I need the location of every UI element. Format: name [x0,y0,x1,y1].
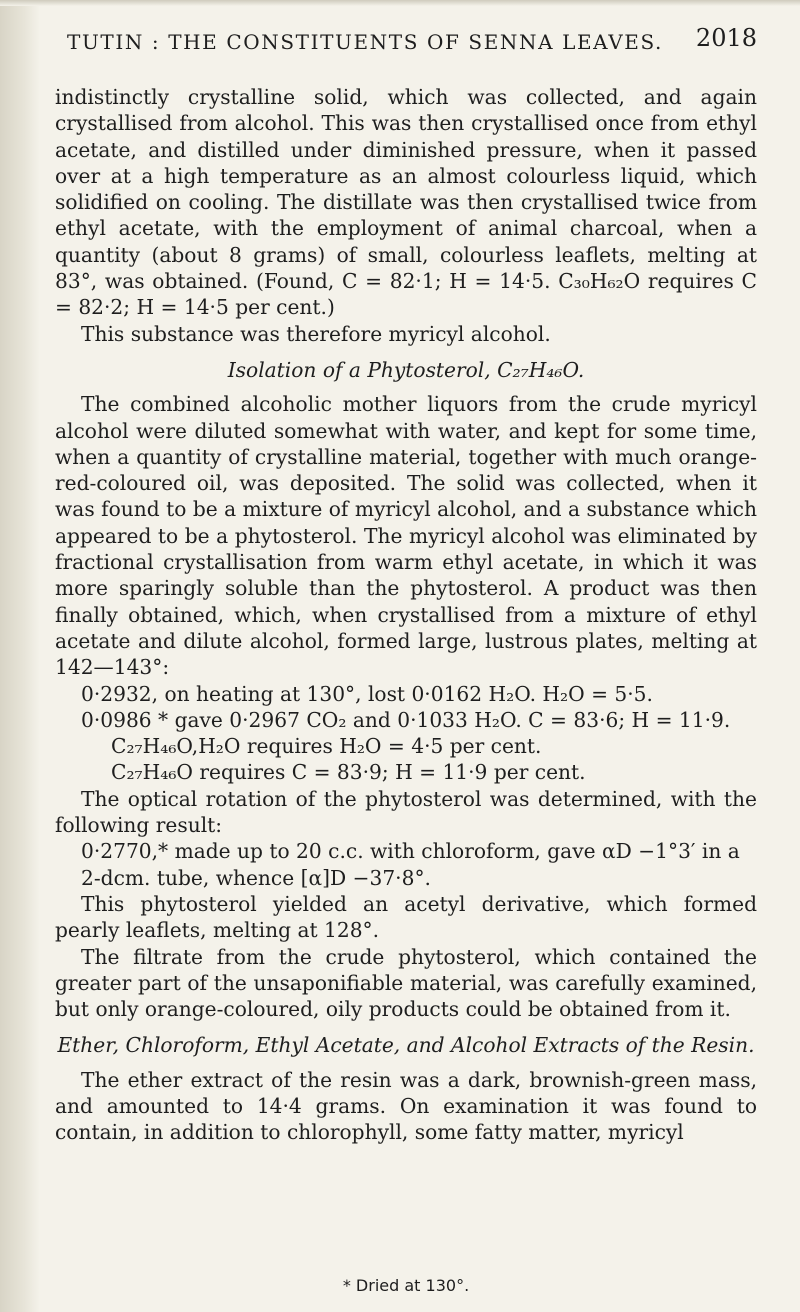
section-heading: Ether, Chloroform, Ethyl Acetate, and Alcohol Extracts of the Resin. [57,1033,755,1058]
page-gutter-shadow [0,0,40,1312]
running-head [67,24,757,64]
paragraph: The ether extract of the resin was a dark, brownish-green mass, and amounted to 14·4 grams. On examination it was found to contain, in addition to chlorophyll, some fatty matter, myricyl [55,1067,757,1145]
paragraph: indistinctly crystalline solid, which was collected, and again crystallised from alcohol. This was then crystallised once from ethyl acetate, and distilled under diminished pressure, when it passed over at a high temperature as an almost colourless liquid, which solidified on cooling. The distillate was then crystallised twice from ethyl acetate, with the employment of animal charcoal, when a quantity (about 8 grams) of small, colourless leaflets, melting at 83°, was obtained. (Found, C = 82·1; H = 14·5. C₃₀H₆₂O requires C = 82·2; H = 14·5 per cent.) [55,85,757,320]
section-heading: Isolation of a Phytosterol, C₂₇H₄₆O. [227,357,585,382]
paragraph: The combined alcoholic mother liquors from the crude myricyl alcohol were diluted somewhat with water, and kept for some time, when a quantity of crystalline material, together with much orange-red-coloured oil, was deposited. The solid was collected, when it was found to be a mixture of myricyl alcohol, and a substance which appeared to be a phytosterol. The myricyl alcohol was eliminated by fractional crystallisation from warm ethyl acetate, in which it was more sparingly soluble than the phytosterol. A product was then finally obtained, which, when crystallised from a mixture of ethyl acetate and dilute alcohol, formed large, lustrous plates, melting at 142—143°: [55,392,757,680]
analysis-line: 0·2932, on heating at 130°, lost 0·0162 H₂O. H₂O = 5·5. [81,681,653,706]
analysis-line: C₂₇H₄₆O,H₂O requires H₂O = 4·5 per cent. [111,734,542,759]
page-number: 2018 [695,24,757,52]
analysis-line: 0·0986 * gave 0·2967 CO₂ and 0·1033 H₂O. C = 83·6; H = 11·9. [81,707,731,732]
paragraph: The filtrate from the crude phytosterol, which contained the greater part of the unsaponifiable material, was carefully examined, but only orange-coloured, oily products could be obtained from it. [55,944,757,1022]
page-top-edge [0,0,800,6]
running-head-title: TUTIN : THE CONSTITUENTS OF SENNA LEAVES. [67,30,664,54]
paragraph: The optical rotation of the phytosterol was determined, with the following result: [55,786,757,838]
analysis-line: C₂₇H₄₆O requires C = 83·9; H = 11·9 per cent. [111,760,586,785]
body-text [55,84,757,1146]
analysis-line: 0·2770,* made up to 20 c.c. with chloroform, gave αD −1°3′ in a 2-dcm. tube, whence [α]D −37·8°. [81,839,740,890]
paragraph: This substance was therefore myricyl alcohol. [81,321,551,346]
footnote: * Dried at 130°. [342,1276,470,1295]
paragraph: This phytosterol yielded an acetyl derivative, which formed pearly leaflets, melting at 128°. [55,891,757,943]
